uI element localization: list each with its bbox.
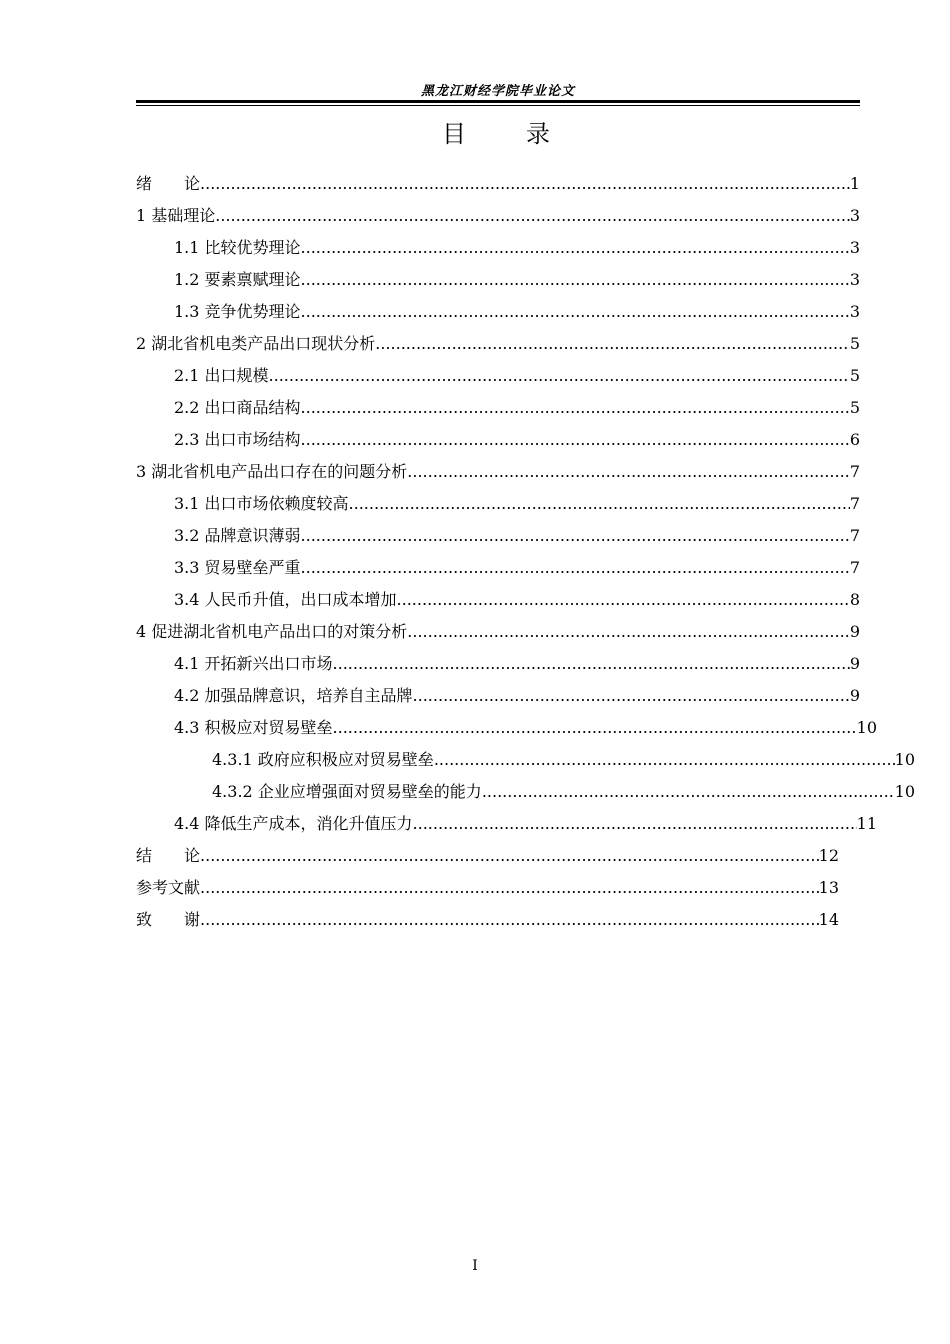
toc-dot-leader — [301, 302, 850, 321]
toc-dot-leader — [407, 622, 850, 641]
toc-entry-title: 2.3 出口市场结构 — [174, 430, 301, 449]
toc-entry-title: 1.3 竞争优势理论 — [174, 302, 301, 321]
toc-entry-page: 9 — [849, 622, 860, 641]
toc-entry[interactable] — [136, 715, 877, 747]
toc-entry[interactable] — [136, 395, 860, 427]
toc-entry-page: 5 — [849, 398, 860, 417]
toc-entry[interactable] — [136, 683, 860, 715]
toc-entry[interactable] — [136, 555, 860, 587]
page-number-footer: I — [472, 1258, 478, 1274]
toc-entry-page: 5 — [849, 334, 860, 353]
toc-entry-title: 绪 论 — [136, 174, 201, 193]
toc-entry[interactable] — [136, 363, 860, 395]
toc-entry-title: 3.1 出口市场依赖度较高 — [174, 494, 349, 513]
toc-entry[interactable] — [136, 235, 860, 267]
table-of-contents — [136, 171, 915, 939]
toc-dot-leader — [200, 846, 819, 865]
toc-entry[interactable] — [136, 331, 860, 363]
header-school-name: 黑龙江财经学院毕业论文 — [420, 84, 575, 99]
toc-dot-leader — [482, 782, 895, 801]
toc-entry-page: 6 — [849, 430, 860, 449]
toc-dot-leader — [301, 270, 850, 289]
toc-entry-page: 14 — [818, 910, 839, 929]
toc-entry[interactable] — [136, 747, 915, 779]
toc-entry-page: 9 — [849, 686, 860, 705]
toc-entry-page: 3 — [849, 270, 860, 289]
toc-entry-page: 8 — [849, 590, 860, 609]
toc-entry[interactable] — [136, 587, 860, 619]
toc-entry-page: 5 — [849, 366, 860, 385]
toc-entry[interactable] — [136, 843, 839, 875]
toc-entry-page: 3 — [849, 238, 860, 257]
toc-dot-leader — [375, 334, 850, 353]
toc-entry-title: 4 促进湖北省机电产品出口的对策分析 — [136, 622, 408, 641]
toc-entry-title: 3.2 品牌意识薄弱 — [174, 526, 301, 545]
toc-dot-leader — [200, 878, 819, 897]
toc-entry[interactable] — [136, 427, 860, 459]
toc-entry-title: 结 论 — [136, 846, 201, 865]
toc-entry-title: 2.1 出口规模 — [174, 366, 269, 385]
toc-entry-title: 4.2 加强品牌意识，培养自主品牌 — [174, 686, 413, 705]
toc-entry-title: 4.4 降低生产成本，消化升值压力 — [174, 814, 413, 833]
toc-entry-title: 4.3.2 企业应增强面对贸易壁垒的能力 — [212, 782, 482, 801]
toc-title: 目 录 — [442, 120, 554, 148]
toc-dot-leader — [333, 654, 850, 673]
toc-entry-page: 9 — [849, 654, 860, 673]
toc-entry-title: 4.3 积极应对贸易壁垒 — [174, 718, 333, 737]
toc-entry-page: 7 — [849, 558, 860, 577]
toc-entry-title: 3 湖北省机电产品出口存在的问题分析 — [136, 462, 408, 481]
toc-entry-title: 4.3.1 政府应积极应对贸易壁垒 — [212, 750, 434, 769]
toc-entry-page: 7 — [849, 494, 860, 513]
header-rule-thin — [136, 105, 860, 106]
toc-dot-leader — [413, 686, 850, 705]
toc-entry-title: 参考文献 — [136, 878, 201, 897]
header-rule-thick — [136, 100, 860, 103]
toc-entry-title: 1 基础理论 — [136, 206, 216, 225]
toc-entry-page: 10 — [894, 750, 915, 769]
toc-dot-leader — [301, 398, 850, 417]
toc-dot-leader — [215, 206, 850, 225]
toc-dot-leader — [301, 558, 850, 577]
toc-entry[interactable] — [136, 299, 860, 331]
toc-dot-leader — [434, 750, 895, 769]
toc-dot-leader — [301, 238, 850, 257]
toc-entry-page: 3 — [849, 302, 860, 321]
toc-entry-title: 1.1 比较优势理论 — [174, 238, 301, 257]
toc-dot-leader — [301, 526, 850, 545]
toc-entry-page: 10 — [894, 782, 915, 801]
toc-entry-page: 10 — [856, 718, 877, 737]
toc-entry-page: 1 — [849, 174, 860, 193]
toc-entry-page: 7 — [849, 462, 860, 481]
toc-entry-title: 致 谢 — [136, 910, 201, 929]
toc-entry[interactable] — [136, 779, 915, 811]
page-header — [136, 80, 860, 104]
toc-entry-page: 11 — [856, 814, 877, 833]
toc-entry-page: 3 — [849, 206, 860, 225]
toc-dot-leader — [200, 174, 850, 193]
toc-entry-title: 2.2 出口商品结构 — [174, 398, 301, 417]
toc-dot-leader — [349, 494, 850, 513]
toc-dot-leader — [301, 430, 850, 449]
toc-entry[interactable] — [136, 619, 860, 651]
toc-dot-leader — [397, 590, 850, 609]
toc-dot-leader — [269, 366, 850, 385]
toc-entry-title: 3.3 贸易壁垒严重 — [174, 558, 301, 577]
toc-dot-leader — [413, 814, 857, 833]
toc-entry[interactable] — [136, 267, 860, 299]
toc-entry[interactable] — [136, 811, 877, 843]
toc-dot-leader — [407, 462, 850, 481]
toc-dot-leader — [333, 718, 857, 737]
toc-entry[interactable] — [136, 907, 839, 939]
toc-entry-page: 7 — [849, 526, 860, 545]
toc-entry-title: 1.2 要素禀赋理论 — [174, 270, 301, 289]
toc-entry-title: 3.4 人民币升值，出口成本增加 — [174, 590, 397, 609]
toc-entry-page: 13 — [818, 878, 839, 897]
toc-entry[interactable] — [136, 651, 860, 683]
toc-entry[interactable] — [136, 459, 860, 491]
toc-entry[interactable] — [136, 171, 860, 203]
toc-entry[interactable] — [136, 491, 860, 523]
toc-entry[interactable] — [136, 875, 839, 907]
toc-entry[interactable] — [136, 523, 860, 555]
toc-dot-leader — [200, 910, 819, 929]
toc-entry-page: 12 — [818, 846, 839, 865]
toc-entry-title: 4.1 开拓新兴出口市场 — [174, 654, 333, 673]
toc-entry-title: 2 湖北省机电类产品出口现状分析 — [136, 334, 376, 353]
toc-entry[interactable] — [136, 203, 860, 235]
